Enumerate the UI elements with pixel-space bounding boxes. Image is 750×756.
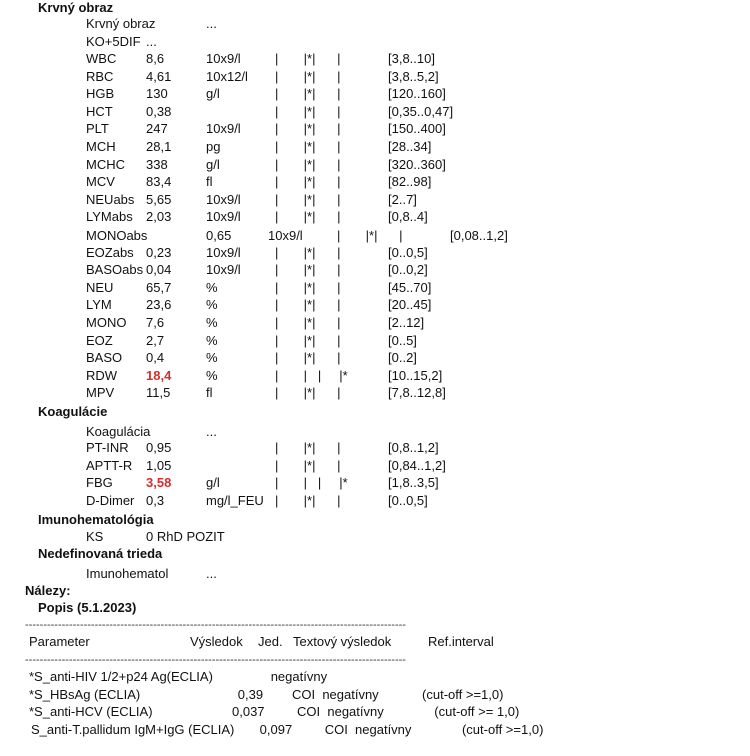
row-range-bar: | |*| | <box>275 68 341 84</box>
row-unit: % <box>206 350 218 366</box>
row-range-bar: | |*| | <box>275 139 341 154</box>
row-unit: % <box>206 297 218 313</box>
sub-koagulacia-value: ... <box>206 424 217 439</box>
row-unit: fl <box>206 174 213 190</box>
row-name: LYMabs <box>86 209 133 225</box>
header-parameter: Parameter <box>29 634 90 649</box>
row-value: 0,23 <box>146 244 172 260</box>
row-ref: [3,8..5,2] <box>388 68 439 84</box>
header-jed: Jed. <box>258 634 283 649</box>
row-range-bar: | | | |* <box>275 475 348 490</box>
row-range-bar: | |*| | <box>275 121 341 137</box>
row-value: 130 <box>146 86 168 102</box>
row-range-bar: | |*| | <box>275 297 341 313</box>
row-value: 0,38 <box>146 103 172 119</box>
row-name: D-Dimer <box>86 492 135 508</box>
row-name: NEUabs <box>86 191 135 207</box>
row-ref: [1,8..3,5] <box>388 475 439 490</box>
section-koagulacie: Koagulácie <box>38 404 108 419</box>
row-name: BASOabs <box>86 262 144 278</box>
row-ref: [0,8..1,2] <box>388 440 439 455</box>
row-value: 2,7 <box>146 332 165 348</box>
row-unit: 10x9/l <box>268 228 303 243</box>
section-nalezy: Nálezy: <box>25 583 71 598</box>
sub-ko5dif-name: KO+5DIF <box>86 34 141 49</box>
divider-bottom: -------------------------------------------------------------------------------------------------------- <box>25 654 406 666</box>
row-unit: g/l <box>206 156 220 172</box>
row-ref: [0..5] <box>388 332 417 348</box>
row-value: 11,5 <box>146 385 171 401</box>
row-name: HGB <box>86 86 115 102</box>
header-textovy: Textový výsledok <box>293 634 392 649</box>
imunohematol-name: Imunohematol <box>86 566 169 581</box>
section-krvny-obraz: Krvný obraz <box>38 0 114 15</box>
popis-row-hbsag: *S_HBsAg (ECLIA) 0,39 COI negatívny (cut-off >=1,0) <box>29 687 504 702</box>
row-value: 8,6 <box>146 51 165 66</box>
popis-row-tpallidum: S_anti-T.pallidum IgM+IgG (ECLIA) 0,097 COI negatívny (cut-off >=1,0) <box>31 722 544 737</box>
row-unit: % <box>206 279 218 295</box>
row-value: 247 <box>146 121 168 137</box>
divider-top: -------------------------------------------------------------------------------------------------------- <box>25 619 406 631</box>
header-ref: Ref.interval <box>428 634 494 649</box>
row-range-bar: | |*| | <box>275 191 341 207</box>
row-range-bar: | |*| | <box>275 457 341 473</box>
row-value: 83,4 <box>146 174 172 190</box>
row-range-bar: | |*| | <box>275 440 341 455</box>
row-ref: [0..0,5] <box>388 492 428 508</box>
row-value: 23,6 <box>146 297 172 313</box>
row-value: 65,7 <box>146 279 172 295</box>
row-ref: [0..0,2] <box>388 262 428 278</box>
row-range-bar: | |*| | <box>337 228 403 243</box>
sub-krvny-obraz-name: Krvný obraz <box>86 16 156 31</box>
row-ref: [2..12] <box>388 315 425 330</box>
row-name: BASO <box>86 350 123 366</box>
row-value: 2,03 <box>146 209 172 225</box>
row-ref: [0,8..4] <box>388 209 428 225</box>
sub-koagulacia-name: Koagulácia <box>86 424 151 439</box>
row-value: 3,58 <box>146 475 172 490</box>
imunohematol-value: ... <box>206 566 217 581</box>
row-unit: 10x9/l <box>206 51 241 66</box>
row-name: MONO <box>86 315 127 330</box>
row-name: MCHC <box>86 156 125 172</box>
row-unit: % <box>206 367 218 383</box>
row-range-bar: | | | |* <box>275 367 348 383</box>
row-ref: [28..34] <box>388 139 432 154</box>
popis-row-hcv: *S_anti-HCV (ECLIA) 0,037 COI negatívny (cut-off >= 1,0) <box>29 704 520 719</box>
row-name: RBC <box>86 68 114 84</box>
row-ref: [82..98] <box>388 174 432 190</box>
row-ref: [120..160] <box>388 86 446 102</box>
row-ref: [0..2] <box>388 350 417 366</box>
row-value: 0,95 <box>146 440 172 455</box>
row-range-bar: | |*| | <box>275 244 341 260</box>
row-unit: 10x9/l <box>206 209 241 225</box>
row-value: 4,61 <box>146 68 172 84</box>
row-ref: [20..45] <box>388 297 432 313</box>
row-name: LYM <box>86 297 112 313</box>
row-ref: [0,08..1,2] <box>450 228 508 243</box>
row-value: 28,1 <box>146 139 172 154</box>
row-range-bar: | |*| | <box>275 262 341 278</box>
row-unit: g/l <box>206 475 220 490</box>
row-ref: [320..360] <box>388 156 446 172</box>
header-vysledok: Výsledok <box>190 634 243 649</box>
row-unit: % <box>206 332 218 348</box>
row-name: MONOabs <box>86 228 148 243</box>
row-ref: [0,35..0,47] <box>388 103 454 119</box>
section-nedefinovana: Nedefinovaná trieda <box>38 546 163 561</box>
row-value: 0,3 <box>146 492 165 508</box>
row-value: 0,04 <box>146 262 172 278</box>
row-value: 18,4 <box>146 367 172 383</box>
row-name: APTT-R <box>86 457 133 473</box>
row-value: 338 <box>146 156 168 172</box>
row-range-bar: | |*| | <box>275 279 341 295</box>
row-unit: fl <box>206 385 213 401</box>
row-name: FBG <box>86 475 113 490</box>
row-range-bar: | |*| | <box>275 209 341 225</box>
row-ref: [7,8..12,8] <box>388 385 446 401</box>
row-name: PT-INR <box>86 440 129 455</box>
row-range-bar: | |*| | <box>275 350 341 366</box>
row-range-bar: | |*| | <box>275 103 341 119</box>
row-ref: [45..70] <box>388 279 432 295</box>
popis-row-hiv: *S_anti-HIV 1/2+p24 Ag(ECLIA) negatívny <box>29 669 328 684</box>
row-name: EOZ <box>86 332 113 348</box>
row-ref: [0,84..1,2] <box>388 457 446 473</box>
row-name: EOZabs <box>86 244 134 260</box>
row-value: 1,05 <box>146 457 172 473</box>
row-unit: 10x9/l <box>206 244 241 260</box>
row-name: PLT <box>86 121 109 137</box>
row-ref: [3,8..10] <box>388 51 435 66</box>
row-value: 5,65 <box>146 191 172 207</box>
row-ref: [0..0,5] <box>388 244 428 260</box>
ks-name: KS <box>86 529 104 544</box>
row-ref: [10..15,2] <box>388 367 443 383</box>
row-range-bar: | |*| | <box>275 315 341 330</box>
row-range-bar: | |*| | <box>275 492 341 508</box>
row-range-bar: | |*| | <box>275 385 341 401</box>
row-name: NEU <box>86 279 114 295</box>
row-range-bar: | |*| | <box>275 86 341 102</box>
row-unit: % <box>206 315 218 330</box>
section-popis: Popis (5.1.2023) <box>38 600 137 615</box>
row-name: MPV <box>86 385 115 401</box>
row-unit: 10x12/l <box>206 68 248 84</box>
sub-ko5dif-value: ... <box>146 34 157 49</box>
row-ref: [2..7] <box>388 191 417 207</box>
row-unit: 10x9/l <box>206 262 241 278</box>
section-imunohematologia: Imunohematológia <box>38 512 154 527</box>
row-ref: [150..400] <box>388 121 446 137</box>
row-range-bar: | |*| | <box>275 51 341 66</box>
row-name: MCV <box>86 174 115 190</box>
row-unit: g/l <box>206 86 220 102</box>
row-name: RDW <box>86 367 118 383</box>
row-unit: pg <box>206 139 221 154</box>
row-name: WBC <box>86 51 117 66</box>
row-range-bar: | |*| | <box>275 174 341 190</box>
row-unit: mg/l_FEU <box>206 492 264 508</box>
row-range-bar: | |*| | <box>275 156 341 172</box>
row-unit: 10x9/l <box>206 191 241 207</box>
sub-krvny-obraz-value: ... <box>206 16 217 31</box>
row-value: 0,4 <box>146 350 165 366</box>
row-value: 0,65 <box>206 228 232 243</box>
ks-value: 0 RhD POZIT <box>146 529 225 544</box>
row-unit: 10x9/l <box>206 121 241 137</box>
row-name: MCH <box>86 139 116 154</box>
row-value: 7,6 <box>146 315 165 330</box>
row-range-bar: | |*| | <box>275 332 341 348</box>
row-name: HCT <box>86 103 113 119</box>
